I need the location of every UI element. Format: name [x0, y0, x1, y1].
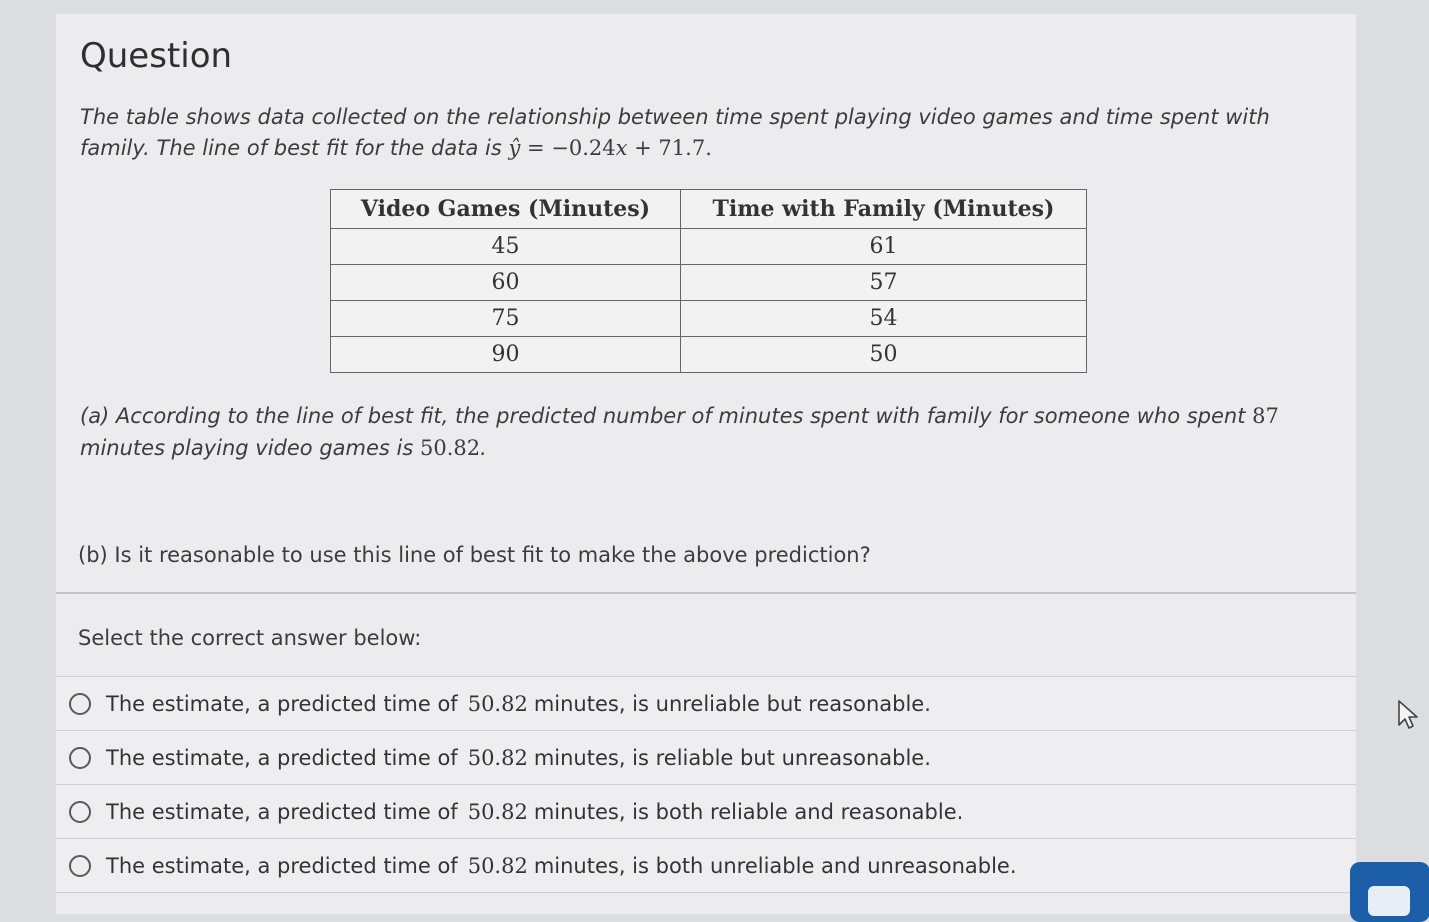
- answer-option-3[interactable]: The estimate, a predicted time of 50.82 minutes, is both reliable and reasonable.: [56, 784, 1356, 838]
- table-cell: 50: [681, 337, 1087, 373]
- table-row: [331, 337, 1087, 373]
- radio-button[interactable]: [69, 693, 91, 715]
- section-divider: [56, 592, 1356, 594]
- answer-option-2[interactable]: The estimate, a predicted time of 50.82 minutes, is reliable but unreasonable.: [56, 730, 1356, 784]
- table-row: [331, 301, 1087, 337]
- table-cell: 57: [681, 265, 1087, 301]
- part-b-text: (b) Is it reasonable to use this line of best fit to make the above prediction?: [78, 543, 871, 567]
- part-a-text: (a) According to the line of best fit, the predicted number of minutes spent with family for someone who spent 87 minutes playing video games is 50.82.: [80, 404, 1279, 460]
- radio-button[interactable]: [69, 747, 91, 769]
- answer-option-1[interactable]: The estimate, a predicted time of 50.82 minutes, is unreliable but reasonable.: [56, 676, 1356, 730]
- chat-icon: [1368, 886, 1410, 916]
- answer-option-4[interactable]: The estimate, a predicted time of 50.82 minutes, is both unreliable and unreasonable.: [56, 838, 1356, 893]
- table-header-row: [331, 190, 1087, 229]
- intro-text: The table shows data collected on the relationship between time spent playing video games and time spent with family. The line of best fit for the data is: [80, 105, 1270, 160]
- header-video-games: Video Games (Minutes): [331, 190, 681, 229]
- question-intro: [80, 102, 1340, 164]
- answer-options: [56, 676, 1356, 893]
- question-title: Question: [80, 36, 233, 76]
- mouse-pointer-icon: [1397, 699, 1419, 731]
- best-fit-equation: ŷ = −0.24x + 71.7.: [508, 136, 712, 160]
- table-cell: 60: [331, 265, 681, 301]
- chat-button[interactable]: [1350, 862, 1429, 922]
- radio-button[interactable]: [69, 801, 91, 823]
- table-cell: 90: [331, 337, 681, 373]
- part-a-answer: 50.82: [419, 436, 481, 460]
- table-cell: 61: [681, 229, 1087, 265]
- table-row: [331, 265, 1087, 301]
- table-cell: 45: [331, 229, 681, 265]
- table-cell: 54: [681, 301, 1087, 337]
- table-cell: 75: [331, 301, 681, 337]
- part-a-minutes: 87: [1252, 404, 1279, 428]
- table-row: [331, 229, 1087, 265]
- header-time-with-family: Time with Family (Minutes): [681, 190, 1087, 229]
- answer-prompt: Select the correct answer below:: [78, 626, 422, 650]
- radio-button[interactable]: [69, 855, 91, 877]
- data-table: [330, 189, 1087, 373]
